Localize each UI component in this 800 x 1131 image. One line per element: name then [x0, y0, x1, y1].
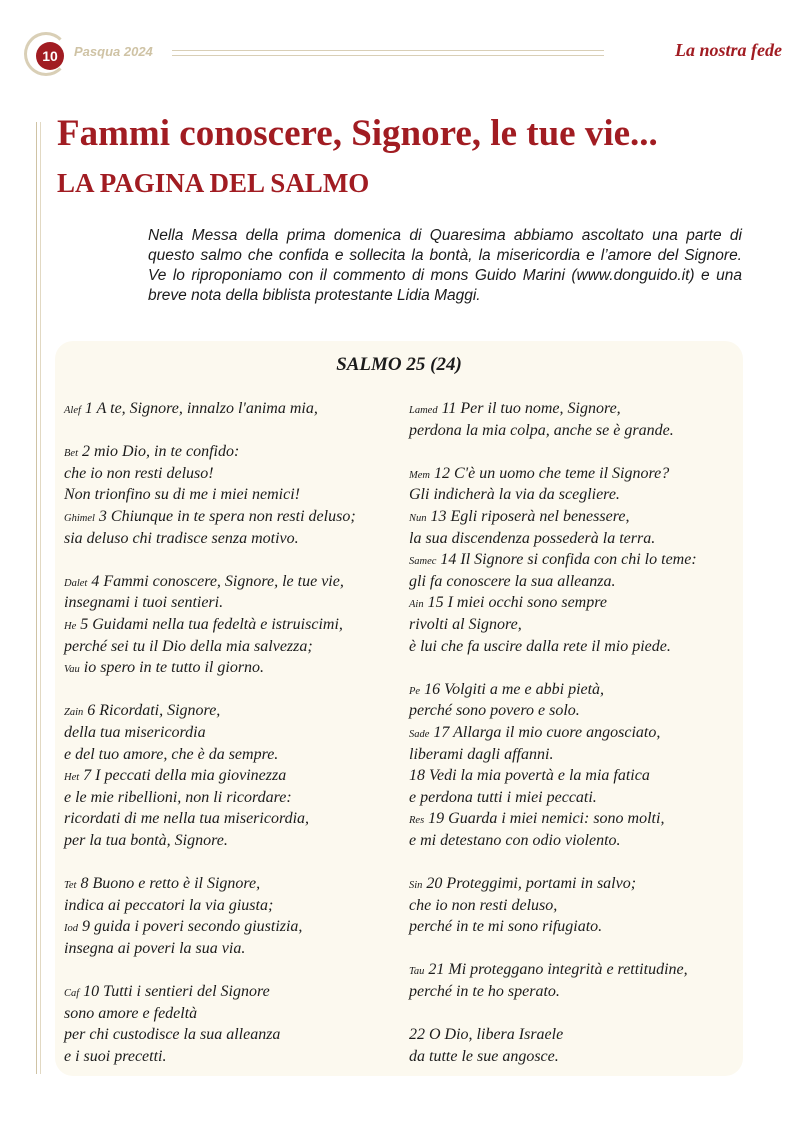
hebrew-letter: Caf	[64, 988, 80, 1000]
verse-text: 1 A te, Signore, innalzo l'anima mia,	[84, 400, 318, 417]
verse-text: 22 O Dio, libera Israele	[409, 1026, 564, 1044]
psalm-line	[409, 636, 739, 658]
hebrew-letter: Bet	[64, 448, 78, 460]
psalm-line	[409, 484, 739, 506]
psalm-line	[409, 592, 739, 614]
hebrew-letter: Sin	[409, 880, 423, 892]
verse-text: 9 guida i poveri secondo giustizia,	[82, 918, 303, 936]
verse-text: che io non resti deluso,	[409, 896, 558, 914]
verse-text: e del tuo amore, che è da sempre.	[64, 745, 279, 763]
stanza-gap	[409, 657, 739, 679]
verse-text: perdona la mia colpa, anche se è grande.	[409, 421, 674, 439]
psalm-line	[64, 787, 399, 809]
verse-text: 2 mio Dio, in te confido:	[82, 443, 240, 461]
article-title: Fammi conoscere, Signore, le tue vie...	[57, 113, 658, 154]
psalm-line	[409, 571, 739, 593]
psalm-line	[409, 1024, 739, 1046]
psalm-line	[64, 592, 399, 614]
hebrew-letter: Mem	[409, 469, 430, 481]
psalm-line	[64, 657, 399, 679]
issue-label: Pasqua 2024	[74, 44, 153, 59]
psalm-line	[409, 895, 739, 917]
psalm-line	[64, 722, 399, 744]
psalm-line	[409, 744, 739, 766]
verse-text: 10 Tutti i sentieri del Signore	[83, 983, 270, 1001]
verse-text: e le mie ribellioni, non li ricordare:	[64, 788, 292, 806]
psalm-line	[64, 1003, 399, 1025]
psalm-line	[64, 808, 399, 830]
hebrew-letter: Ghimel	[64, 512, 95, 524]
verse-text: indica ai peccatori la via giusta;	[64, 896, 274, 914]
stanza-gap	[409, 938, 739, 960]
stanza-gap	[409, 441, 739, 463]
verse-text: io spero in te tutto il giorno.	[83, 659, 265, 677]
psalm-box	[55, 341, 743, 1076]
page-header	[22, 30, 782, 78]
psalm-line	[64, 744, 399, 766]
stanza-gap	[409, 1003, 739, 1025]
verse-text: 14 Il Signore si confida con chi lo teme:	[440, 551, 697, 569]
psalm-line	[64, 571, 399, 593]
psalm-line	[64, 895, 399, 917]
verse-text: della tua misericordia	[64, 723, 206, 741]
verse-text: perché in te ho sperato.	[409, 983, 560, 1001]
verse-text: 13 Egli riposerà nel benessere,	[430, 507, 630, 525]
article-intro: Nella Messa della prima domenica di Quaresima abbiamo ascoltato una parte di questo salmo che confida e sollecita la bontà, la misericordia e l’amore del Signore. Ve lo riproponiamo con il commento di mons Guido Marini (www.donguido.it) e una breve nota della biblista protestante Lidia Maggi.	[148, 227, 742, 304]
psalm-line	[64, 938, 399, 960]
psalm-line	[409, 614, 739, 636]
hebrew-letter: Sade	[409, 728, 430, 740]
verse-text: 17 Allarga il mio cuore angosciato,	[433, 723, 661, 741]
verse-text: 8 Buono e retto è il Signore,	[80, 875, 261, 893]
verse-text: 4 Fammi conoscere, Signore, le tue vie,	[91, 572, 344, 590]
psalm-line	[64, 484, 399, 506]
verse-text: Gli indicherà la via da scegliere.	[409, 486, 620, 504]
hebrew-letter: Pe	[409, 685, 421, 697]
psalm-line	[409, 765, 739, 787]
verse-text: rivolti al Signore,	[409, 615, 522, 633]
verse-text: 3 Chiunque in te spera non resti deluso;	[98, 507, 356, 525]
verse-text: insegnami i tuoi sentieri.	[64, 594, 224, 612]
left-rule-inner	[40, 122, 41, 1074]
psalm-line	[409, 959, 739, 981]
psalm-line	[64, 398, 399, 420]
verse-text: e perdona tutti i miei peccati.	[409, 788, 597, 806]
verse-text: 5 Guidami nella tua fedeltà e istruiscimi,	[80, 615, 343, 633]
hebrew-letter: Vau	[64, 664, 80, 676]
psalm-line	[409, 722, 739, 744]
verse-text: liberami dagli affanni.	[409, 745, 554, 763]
verse-text: 7 I peccati della mia giovinezza	[83, 767, 287, 785]
hebrew-letter: Tau	[409, 966, 425, 978]
hebrew-letter: Dalet	[64, 577, 88, 589]
verse-text: per chi custodisce la sua alleanza	[64, 1026, 281, 1044]
psalm-line	[409, 420, 739, 442]
header-rule	[172, 50, 604, 56]
psalm-line	[64, 1024, 399, 1046]
psalm-line	[409, 1046, 739, 1068]
magazine-logo-icon	[24, 32, 70, 78]
psalm-column-left	[64, 398, 399, 1067]
verse-text: per la tua bontà, Signore.	[64, 831, 228, 849]
verse-text: perché sono povero e solo.	[409, 702, 580, 720]
psalm-line	[64, 765, 399, 787]
psalm-line	[64, 463, 399, 485]
psalm-line	[409, 463, 739, 485]
psalm-line	[64, 614, 399, 636]
verse-text: sono amore e fedeltà	[64, 1004, 198, 1022]
verse-text: e mi detestano con odio violento.	[409, 831, 621, 849]
verse-text: 12 C'è un uomo che teme il Signore?	[434, 464, 670, 482]
psalm-line	[64, 981, 399, 1003]
verse-text: che io non resti deluso!	[64, 464, 214, 482]
verse-text: insegna ai poveri la sua via.	[64, 939, 246, 957]
verse-text: gli fa conoscere la sua alleanza.	[409, 572, 616, 590]
hebrew-letter: Zain	[64, 707, 84, 719]
hebrew-letter: Samec	[409, 556, 437, 568]
psalm-line	[409, 873, 739, 895]
hebrew-letter: Res	[409, 815, 425, 827]
hebrew-letter: Lamed	[409, 405, 438, 416]
verse-text: 21 Mi proteggano integrità e rettitudine,	[428, 961, 688, 979]
psalm-line	[64, 636, 399, 658]
hebrew-letter: Nun	[409, 512, 427, 524]
page-number: 10	[36, 42, 64, 70]
psalm-line	[409, 787, 739, 809]
psalm-line	[409, 808, 739, 830]
psalm-column-right	[409, 398, 739, 1067]
verse-text: 11 Per il tuo nome, Signore,	[441, 400, 621, 417]
psalm-line	[409, 981, 739, 1003]
stanza-gap	[409, 851, 739, 873]
verse-text: 18 Vedi la mia povertà e la mia fatica	[409, 767, 650, 785]
hebrew-letter: Iod	[64, 923, 78, 935]
psalm-line	[64, 1046, 399, 1068]
stanza-gap	[64, 959, 399, 981]
psalm-line	[409, 830, 739, 852]
stanza-gap	[64, 549, 399, 571]
article-subtitle: LA PAGINA DEL SALMO	[57, 168, 370, 198]
stanza-gap	[64, 679, 399, 701]
psalm-line	[409, 679, 739, 701]
psalm-line	[64, 528, 399, 550]
hebrew-letter: Ain	[409, 599, 424, 611]
verse-text: la sua discendenza possederà la terra.	[409, 529, 656, 547]
verse-text: 19 Guarda i miei nemici: sono molti,	[428, 810, 665, 828]
verse-text: 20 Proteggimi, portami in salvo;	[426, 875, 637, 893]
stanza-gap	[64, 420, 399, 442]
verse-text: perché sei tu il Dio della mia salvezza;	[64, 637, 313, 655]
psalm-line	[64, 506, 399, 528]
hebrew-letter: Alef	[64, 405, 81, 416]
hebrew-letter: Tet	[64, 880, 77, 892]
psalm-line	[409, 506, 739, 528]
verse-text: 15 I miei occhi sono sempre	[427, 594, 607, 612]
verse-text: sia deluso chi tradisce senza motivo.	[64, 529, 299, 547]
psalm-line	[409, 398, 739, 420]
psalm-title: SALMO 25 (24)	[336, 354, 462, 375]
psalm-line	[64, 700, 399, 722]
verse-text: Non trionfino su di me i miei nemici!	[64, 486, 300, 504]
verse-text: ricordati di me nella tua misericordia,	[64, 810, 310, 828]
left-rule-outer	[36, 122, 37, 1074]
psalm-line	[64, 873, 399, 895]
psalm-line	[409, 916, 739, 938]
verse-text: e i suoi precetti.	[64, 1047, 167, 1065]
verse-text: da tutte le sue angosce.	[409, 1047, 559, 1065]
hebrew-letter: He	[64, 620, 77, 632]
hebrew-letter: Het	[64, 772, 80, 784]
psalm-line	[409, 700, 739, 722]
stanza-gap	[64, 851, 399, 873]
psalm-line	[64, 441, 399, 463]
verse-text: 16 Volgiti a me e abbi pietà,	[424, 680, 605, 698]
verse-text: è lui che fa uscire dalla rete il mio piede.	[409, 637, 671, 655]
psalm-line	[409, 549, 739, 571]
psalm-line	[64, 830, 399, 852]
psalm-line	[64, 916, 399, 938]
section-label: La nostra fede	[675, 40, 782, 60]
psalm-line	[409, 528, 739, 550]
verse-text: 6 Ricordati, Signore,	[87, 702, 221, 720]
verse-text: perché in te mi sono rifugiato.	[409, 918, 603, 936]
